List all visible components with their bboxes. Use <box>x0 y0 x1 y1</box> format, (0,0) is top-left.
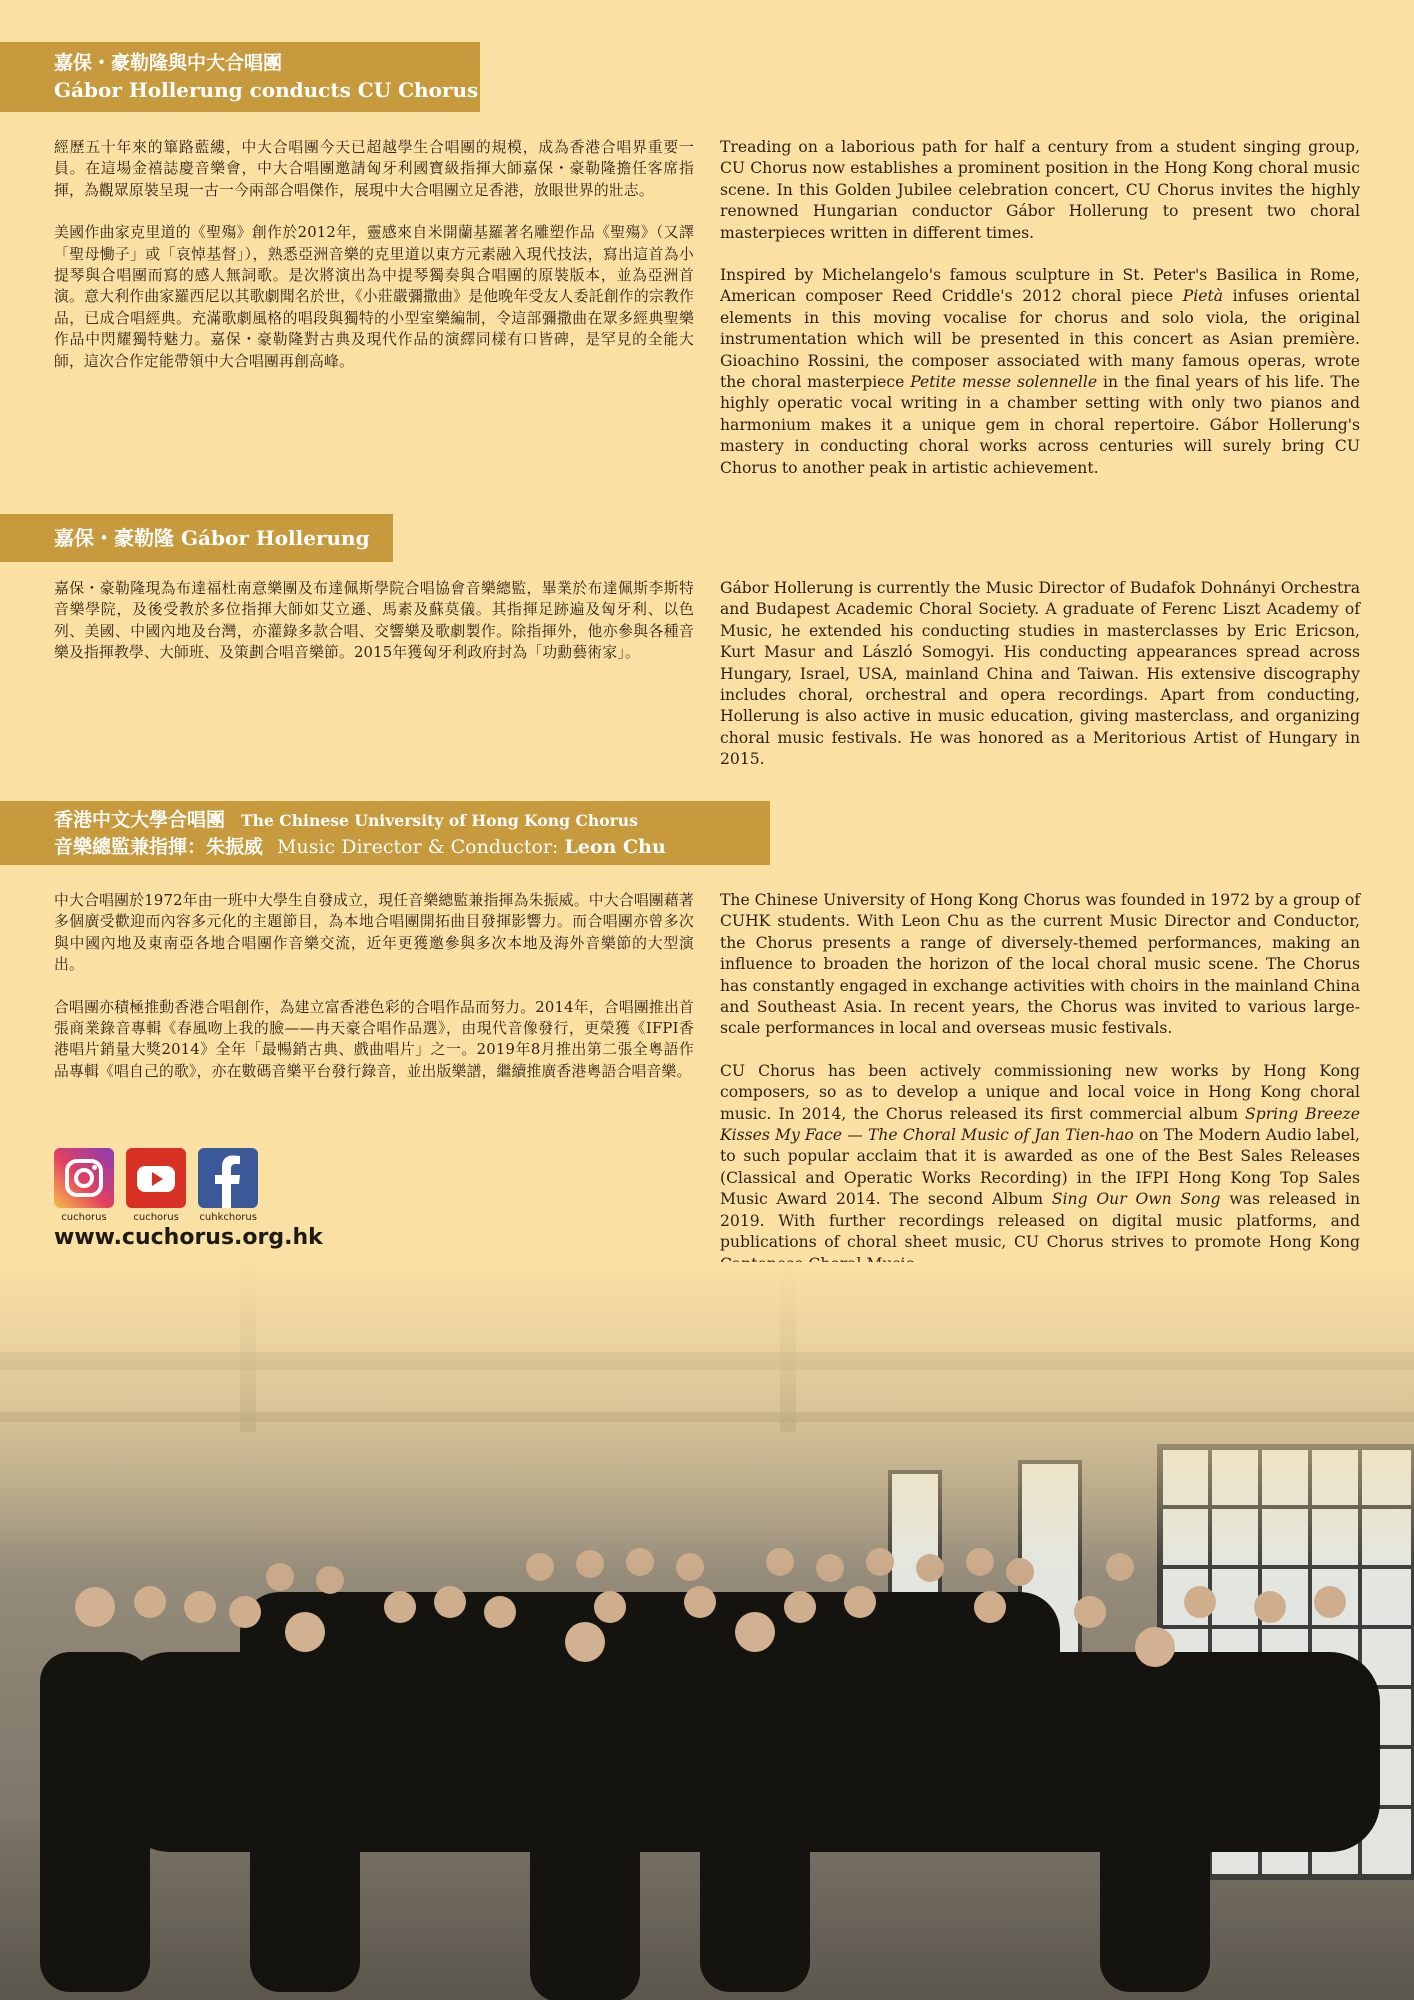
work-title-petite-messe: Petite messe solennelle <box>910 373 1098 392</box>
paragraph: CU Chorus has been actively commissioning new works by Hong Kong composers, so as to develop a unique and local voice in Hong Kong choral music. In 2014, the Chorus released its first commercial album Spring Breeze Kisses My Face — The Choral Music of Jan Tien-hao on The Modern Audio label, to such popular acclaim that it is awarded as one of the Best Sales Releases (Classical and Operatic Works Recording) in the IFPI Hong Kong Top Sales Music Award 2014. The second Album Sing Our Own Song was released in 2019. With further recordings released on digital music platforms, and publications of choral sheet music, CU Chorus strives to promote Hong Kong <box>720 1061 1360 1252</box>
paragraph: Inspired by Michelangelo's famous sculpture in St. Peter's Basilica in Rome, American composer Reed Criddle's 2012 choral piece Pietà infuses oriental elements in this moving vocalise for chorus and solo viola, the original instrumentation which will be presented in this concert as Asian première. Gioachino Rossini, the composer associated with many famous operas, wrote the choral masterpiece Petite messe solennelle in the final years of his life. The highly operatic vocal writing in a chamber setting with only two pianos and harmonium makes it a unique gem in choral repertoire. Gábor Hollerung's mastery in conducting choral works across centuries will surely bring CU Chorus to another peak in artistic achievement. <box>720 266 1360 477</box>
section-header-conductor <box>0 514 393 562</box>
paragraph: Gábor Hollerung is currently the Music Director of Budafok Dohnányi Orchestra and Budapest Academic Choral Society. A graduate of Ferenc Liszt Academy of Music, he extended his conducting studies in masterclasses by Eric Ericson, Kurt Masur and László Somogyi. His conducting appearances spread across Hungary, Israel, USA, mainland China and Taiwan. His extensive discography includes choral, orchestral and opera recordings. Apart from conducting, Hollerung is also active in music education, giving masterclass, and organizing choral music festivals. He was honored as a Meritorious Artist of Hungary in 2015. <box>720 579 1360 769</box>
album-title-spring-breeze: Spring Breeze Kisses My Face — The Choral Music of Jan Tien-hao <box>720 1104 1360 1145</box>
concert-description-en <box>720 137 1360 500</box>
paragraph: 中大合唱團於1972年由一班中大學生自發成立，現任音樂總監兼指揮為朱振威。中大合唱團藉著多個廣受歡迎而內容多元化的主題節目，為本地合唱團開拓曲目發揮影響力。而合唱團亦曾多次與中國內地及東南亞各地合唱團作音樂交流，近年更獲邀參與多次本地及海外音樂節的大型演出。 <box>54 892 694 974</box>
section-title-en: Gábor Hollerung conducts CU Chorus <box>54 78 479 102</box>
paragraph: 合唱團亦積極推動香港合唱創作，為建立富香港色彩的合唱作品而努力。2014年，合唱團推出首張商業錄音專輯《春風吻上我的臉——冉天豪合唱作品選》，由現代音像發行，更榮獲《IFPI香港唱片銷量大獎2014》全年「最暢銷古典、戲曲唱片」之一。2019年8月推出第二張全粵語作品專輯《唱自己的歌》，亦在數碼音樂平台發行錄音，並出版樂譜，繼續推廣香港粵語合唱音樂。 <box>54 998 694 1080</box>
chorus-group-photo <box>0 1262 1414 2000</box>
conductor-name: Leon Chu <box>564 836 666 858</box>
subtitle-zh: 音樂總監兼指揮：朱振威 <box>54 836 264 858</box>
section-title-en: The Chinese University of Hong Kong Chorus <box>241 811 638 830</box>
conductor-bio-zh <box>54 578 694 685</box>
section-header-concert <box>0 42 480 112</box>
social-links <box>54 1148 354 1223</box>
conductor-bio-en <box>720 578 1360 792</box>
work-title-pieta: Pietà <box>1182 287 1224 306</box>
facebook-handle: cuhkchorus <box>199 1212 257 1223</box>
youtube-handle: cuchorus <box>133 1212 179 1223</box>
facebook-icon[interactable] <box>198 1148 258 1208</box>
concert-description-zh <box>54 137 694 393</box>
section-title: 嘉保・豪勒隆 Gábor Hollerung <box>54 526 370 550</box>
chorus-bio-zh <box>54 890 694 1103</box>
section-title-zh: 香港中文大學合唱團 <box>54 809 226 831</box>
section-title-zh: 嘉保・豪勒隆與中大合唱團 <box>54 52 283 74</box>
website-link[interactable]: www.cuchorus.org.hk <box>54 1225 323 1250</box>
paragraph: 經歷五十年來的篳路藍縷，中大合唱團今天已超越學生合唱團的規模，成為香港合唱界重要一員。在這場金禧誌慶音樂會，中大合唱團邀請匈牙利國寶級指揮大師嘉保・豪勒隆擔任客席指揮，為觀眾原裝呈現一古一今兩部合唱傑作，展現中大合唱團立足香港，放眼世界的壯志。 <box>54 139 694 199</box>
album-title-sing-our-own-song: Sing Our Own Song <box>1051 1190 1221 1209</box>
subtitle-en: Music Director & Conductor: <box>277 836 565 858</box>
paragraph: Treading on a laborious path for half a century from a student singing group, CU Chorus now establishes a prominent position in the Hong Kong choral music scene. In this Golden Jubilee celebration concert, CU Chorus invites the highly renowned Hungarian conductor Gábor Hollerung to present two choral masterpieces written in different times. <box>720 138 1360 242</box>
instagram-icon[interactable] <box>54 1148 114 1208</box>
youtube-icon[interactable] <box>126 1148 186 1208</box>
instagram-handle: cuchorus <box>61 1212 107 1223</box>
paragraph: The Chinese University of Hong Kong Chorus was founded in 1972 by a group of CUHK students. With Leon Chu as the current Music Director and Conductor, the Chorus presents a range of diversely-themed performances, making an influence to broaden the horizon of the local choral music scene. The Chorus has constantly engaged in exchange activities with choirs in the mainland China and Southeast Asia. In recent years, the Chorus was invited to various large-scale performances in local and overseas music festivals. <box>720 891 1360 1038</box>
chorus-bio-en <box>720 890 1360 1296</box>
section-header-chorus <box>0 801 770 865</box>
paragraph: 美國作曲家克里道的《聖殤》創作於2012年，靈感來自米開蘭基羅著名雕塑作品《聖殤》（又譯「聖母慟子」或「哀悼基督」），熟悉亞洲音樂的克里道以東方元素融入現代技法，寫出這首為小提琴與合唱團而寫的感人無詞歌。是次將演出為中提琴獨奏與合唱團的原裝版本，並為亞洲首演。意大利作曲家羅西尼以其歌劇聞名於世，《小莊嚴彌撒曲》是他晚年受友人委託創作的宗教作品，已成合唱經典。充滿歌劇風格的唱段與獨特的小型室樂編制，令這部彌撒曲在眾多經典聖樂作品中閃耀獨特魅力。嘉保・豪勒隆對古典及現代作品的演繹同樣有口皆碑，是罕見的全能大師，這次合作定能帶領中大合唱團再創高峰。 <box>54 224 694 370</box>
paragraph: 嘉保・豪勒隆現為布達福杜南意樂團及布達佩斯學院合唱協會音樂總監，畢業於布達佩斯李斯特音樂學院，及後受教於多位指揮大師如艾立遜、馬素及蘇莫儀。其指揮足跡遍及匈牙利、以色列、美國、中國內地及台灣，亦灌錄多款合唱、交響樂及歌劇製作。除指揮外，他亦參與各種音樂及指揮教學、大師班、及策劃合唱音樂節。2015年獲匈牙利政府封為「功勳藝術家」。 <box>54 580 694 662</box>
